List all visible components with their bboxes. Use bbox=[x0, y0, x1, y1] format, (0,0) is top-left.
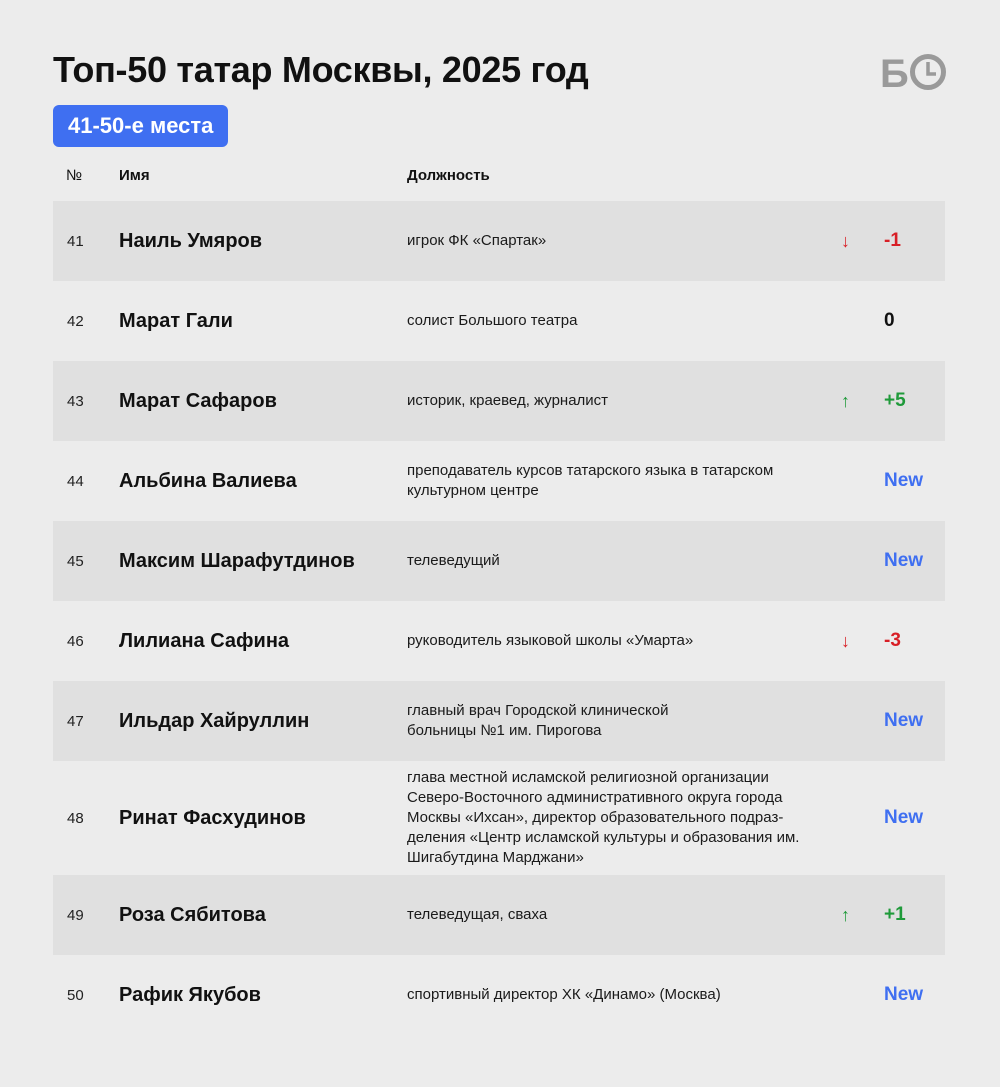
rank-number: 42 bbox=[67, 312, 84, 330]
person-name: Марат Гали bbox=[119, 309, 233, 332]
rank-change: +1 bbox=[884, 904, 906, 925]
position-line: преподаватель курсов татарского языка в татарском bbox=[407, 462, 774, 479]
table-row bbox=[53, 361, 945, 441]
bo-logo-letter: Б bbox=[880, 52, 909, 92]
position-line: телеведущий bbox=[407, 552, 500, 569]
person-name: Марат Сафаров bbox=[119, 389, 277, 412]
rank-change: -1 bbox=[884, 230, 901, 251]
position-line: Шигабутдина Марджани» bbox=[407, 849, 584, 866]
table-header bbox=[53, 164, 945, 188]
table-row bbox=[53, 681, 945, 761]
person-name: Роза Сябитова bbox=[119, 903, 266, 926]
table-row bbox=[53, 955, 945, 1035]
position-line: Северо-Восточного административного округа города bbox=[407, 789, 783, 806]
bo-logo bbox=[880, 52, 948, 92]
rank-change: +5 bbox=[884, 390, 906, 411]
table-row bbox=[53, 441, 945, 521]
arrow-up-icon: ↑ bbox=[841, 390, 850, 411]
person-position bbox=[407, 461, 847, 501]
range-badge: 41-50-е места bbox=[53, 105, 228, 147]
person-name: Альбина Валиева bbox=[119, 469, 297, 492]
position-line: руководитель языковой школы «Умарта» bbox=[407, 632, 694, 649]
rank-change: -3 bbox=[884, 630, 901, 651]
position-line: спортивный директор ХК «Динамо» (Москва) bbox=[407, 986, 721, 1003]
rank-change: New bbox=[884, 984, 924, 1005]
table-row bbox=[53, 521, 945, 601]
person-position bbox=[407, 768, 847, 868]
table-row bbox=[53, 601, 945, 681]
rank-number: 41 bbox=[67, 232, 84, 250]
person-name: Максим Шарафутдинов bbox=[119, 549, 355, 572]
person-position bbox=[407, 631, 847, 651]
person-position bbox=[407, 391, 847, 411]
arrow-up-icon: ↑ bbox=[841, 904, 850, 925]
position-line: больницы №1 им. Пирогова bbox=[407, 722, 602, 739]
person-position bbox=[407, 231, 847, 251]
person-name: Ильдар Хайруллин bbox=[119, 709, 310, 732]
arrow-down-icon: ↓ bbox=[841, 630, 850, 651]
person-name: Наиль Умяров bbox=[119, 229, 263, 252]
rank-number: 43 bbox=[67, 392, 84, 410]
rank-number: 46 bbox=[67, 632, 84, 650]
rank-number: 45 bbox=[67, 552, 84, 570]
table-row bbox=[53, 281, 945, 361]
page-title: Топ-50 татар Москвы, 2025 год bbox=[53, 49, 589, 90]
rank-number: 50 bbox=[67, 986, 84, 1004]
rank-change: New bbox=[884, 550, 924, 571]
position-line: главный врач Городской клинической bbox=[407, 702, 669, 719]
rank-number: 44 bbox=[67, 472, 84, 490]
person-name: Рафик Якубов bbox=[119, 983, 261, 1006]
person-position bbox=[407, 701, 847, 741]
position-line: телеведущая, сваха bbox=[407, 906, 548, 923]
rank-change: New bbox=[884, 807, 924, 828]
table-row bbox=[53, 761, 945, 875]
person-position bbox=[407, 311, 847, 331]
rank-change: 0 bbox=[884, 310, 895, 331]
position-line: солист Большого театра bbox=[407, 312, 578, 329]
header-number: № bbox=[66, 167, 83, 184]
header-name: Имя bbox=[119, 167, 150, 184]
position-line: деления «Центр исламской культуры и образования им. bbox=[407, 829, 800, 846]
position-line: культурном центре bbox=[407, 482, 539, 499]
position-line: Москвы «Ихсан», директор образовательного подраз- bbox=[407, 809, 784, 826]
table-row bbox=[53, 875, 945, 955]
arrow-down-icon: ↓ bbox=[841, 230, 850, 251]
position-line: глава местной исламской религиозной организации bbox=[407, 769, 769, 786]
person-position bbox=[407, 905, 847, 925]
rank-number: 49 bbox=[67, 906, 84, 924]
position-line: игрок ФК «Спартак» bbox=[407, 232, 547, 249]
person-name: Лилиана Сафина bbox=[119, 629, 290, 652]
header-position: Должность bbox=[407, 167, 490, 184]
rank-number: 48 bbox=[67, 809, 84, 827]
person-position bbox=[407, 985, 847, 1005]
ranking-table bbox=[53, 201, 945, 1035]
rank-change: New bbox=[884, 710, 924, 731]
rank-number: 47 bbox=[67, 712, 84, 730]
person-position bbox=[407, 551, 847, 571]
position-line: историк, краевед, журналист bbox=[407, 392, 609, 409]
rank-change: New bbox=[884, 470, 924, 491]
table-row bbox=[53, 201, 945, 281]
person-name: Ринат Фасхудинов bbox=[119, 806, 306, 829]
